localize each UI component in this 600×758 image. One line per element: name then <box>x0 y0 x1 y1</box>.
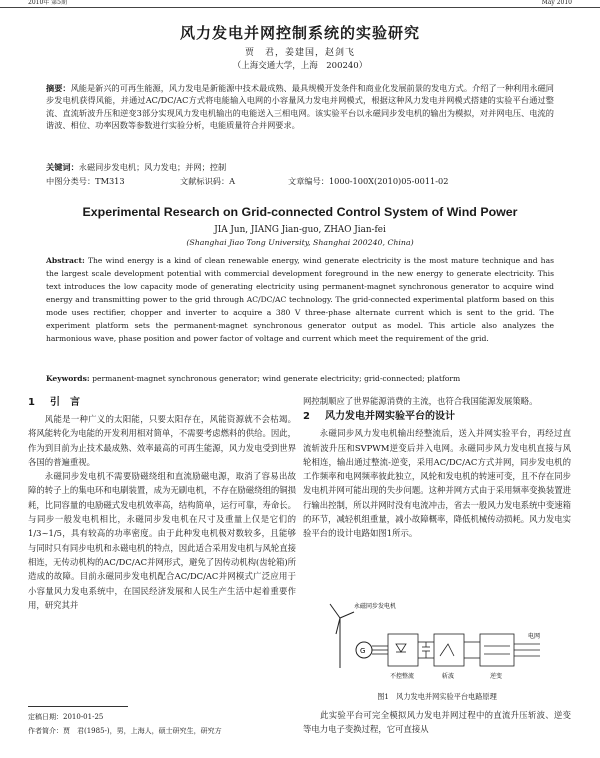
footnote-rule <box>28 706 128 707</box>
chopper-block <box>434 634 464 666</box>
keywords-en <box>46 374 554 383</box>
title-cn: 风力发电并网控制系统的实验研究 <box>179 24 420 42</box>
label-generator: 永磁同步发电机 <box>354 603 397 610</box>
figure-1-circuit <box>326 598 552 690</box>
keywords-cn-label: 关键词： <box>46 162 79 172</box>
footnote-author: 作者简介：贾 君(1985-)，男，上海人，硕士研究生，研究方 <box>28 727 222 735</box>
abstract-en <box>46 254 554 345</box>
article-number: 文章编号：1000-100X(2010)05-0011-02 <box>288 176 449 186</box>
affiliation-en: (Shanghai Jiao Tong University, Shanghai 200240, China) <box>186 238 414 247</box>
footnote-received: 定稿日期：2010-01-25 <box>28 713 104 721</box>
title-en: Experimental Research on Grid-connected Control System of Wind Power <box>82 205 518 219</box>
header-right: May 2010 <box>541 0 572 6</box>
section2-paragraph-1: 永磁同步风力发电机输出经整流后，送入并网实验平台，再经过直流斩波升压和SVPWM逆变后并入电网。永磁同步风力发电机直接与风轮相连，输出通过整流-逆变，采用AC/DC/AC方式并网，同步发电机的工作频率和电网频率彼此独立，风轮和发电机的转速可变，且不存在同步发电机并网可能出现的失步问题。这种并网方式由于采用频率变换装置进行输出控制，所以并网时没有电流冲击，省去一般风力发电系统中变速箱的环节，减轻机组重量，减小故障概率，降低机械传动损耗。风力发电实验平台的设计电路如图1所示。 <box>303 428 571 539</box>
label-chopper: 斩波 <box>442 673 455 680</box>
label-rectifier: 不控整流 <box>390 673 415 680</box>
section2-paragraph-2-text: 此实验平台可完全模拟风力发电并网过程中的直流升压斩波、逆变等电力电子变换过程，它可直接从 <box>303 710 571 735</box>
figure-1-caption: 图1 风力发电并网实验平台电路原理 <box>377 692 497 701</box>
section1-number: 1 <box>28 397 35 408</box>
section1-title: 引 言 <box>50 397 80 408</box>
section2-heading <box>303 408 571 426</box>
abstract-cn-label: 摘要： <box>46 83 71 93</box>
doc-code: 文献标识码：A <box>180 176 236 186</box>
section1-heading <box>28 394 296 412</box>
section2-title: 风力发电并网实验平台的设计 <box>325 411 455 423</box>
section2-number: 2 <box>303 411 310 423</box>
clc-number: 中图分类号：TM313 <box>46 176 125 186</box>
keywords-en-label: Keywords: <box>46 374 90 383</box>
abstract-cn-text: 风能是新兴的可再生能源，风力发电是新能源中技术最成熟、最具规模开发条件和商业化发展前景的发电方式。介绍了一种利用永磁同步发电机获得风能，并通过AC/DC/AC方式将电能输入电网的小容量风力发电并网模式，根据这种风力发电并网模式搭建的实验平台通过整流、直流斩波升压和逆变3部分实现风力发电机输出的电能送入三相电网。该实验平台以永磁同步发电机的输出为模拟，对并网电压、电流的谐波、相位、功率因数等参数进行实验分析，电能质量符合并网要求。 <box>46 83 554 130</box>
abstract-en-text: The wind energy is a kind of clean renewable energy, wind generate electricity is the most mature technique and has the largest scale development potential with commercial development foreground in the new energy to generate electricity. This text introduces the low capacity mode of generating electricity using permanent-magnet synchronous generator to acquire wind energy and transmitting power to the grid through AC/DC/AC technology. The grid-connected experimental platform based on this mode uses rectifier, chopper and inverter to acquire a 380 V three-phase alternate current which is sent to the grid. The experiment platform sets the permanent-magnet synchronous generator output as model. This article also analyzes the harmonious wave, phase position and power factor of voltage and current which meet the requirement of the grid. <box>46 256 554 343</box>
authors-en: JIA Jun, JIANG Jian-guo, ZHAO Jian-fei <box>214 225 386 235</box>
running-header <box>0 0 600 8</box>
header-left: 2010年 第5期 <box>28 0 67 6</box>
wind-turbine-icon <box>330 604 354 668</box>
svg-text:G: G <box>360 647 366 655</box>
body-left-column <box>28 394 296 612</box>
affiliation-cn: （上海交通大学，上海 200240） <box>232 61 368 71</box>
section2-paragraph-2 <box>303 708 571 737</box>
abstract-en-label: Abstract: <box>46 256 85 265</box>
section1-paragraph-2: 永磁同步发电机不需要励磁绕组和直流励磁电源，取消了容易出故障的转子上的集电环和电刷装置，成为无刷电机，不存在励磁绕组的铜损耗，比同容量的电励磁式发电机效率高，结构简单，运行可靠，寿命长。与同步一般发电机相比，永磁同步发电机在尺寸及重量上仅是它们的1/3~1/5，具有较高的功率密度。由于此种发电机极对数较多，且能够与同时只有同步电机和永磁电机的特点，因此适合采用发电机与风轮直接相连，无传动机构的AC/DC/AC并网形式，避免了因传动机构(齿轮箱)所造成的故障。目前永磁同步发电机配合AC/DC/AC并网模式广泛应用于小容量风力发电系统中，在国民经济发展和人民生产生活中起着重要作用，研究其并 <box>28 471 296 610</box>
abstract-cn <box>46 82 554 131</box>
section1-continuation: 网控制顺应了世界能源消费的主流，也符合我国能源发展策略。 <box>303 396 538 406</box>
rectifier-block <box>388 634 418 666</box>
label-inverter: 逆变 <box>490 673 503 680</box>
authors-cn: 贾 君，姜建国，赵剑飞 <box>244 48 355 58</box>
body-right-column <box>303 394 571 541</box>
label-grid: 电网 <box>528 633 541 640</box>
inverter-block <box>480 634 514 666</box>
keywords-cn <box>46 162 554 173</box>
keywords-cn-text: 永磁同步发电机；风力发电；并网；控制 <box>78 162 227 172</box>
section1-paragraph-1: 风能是一种广义的太阳能，只要太阳存在，风能资源就不会枯竭。将风能转化为电能的开发利用相对简单，不需要考虑燃料的供给。因此，作为到目前为止技术最成熟、效率最高的可再生能源，风力发电受到世界各国的普遍重视。 <box>28 414 296 467</box>
keywords-en-text: permanent-magnet synchronous generator; wind generate electricity; grid-connected; platform <box>92 374 461 383</box>
